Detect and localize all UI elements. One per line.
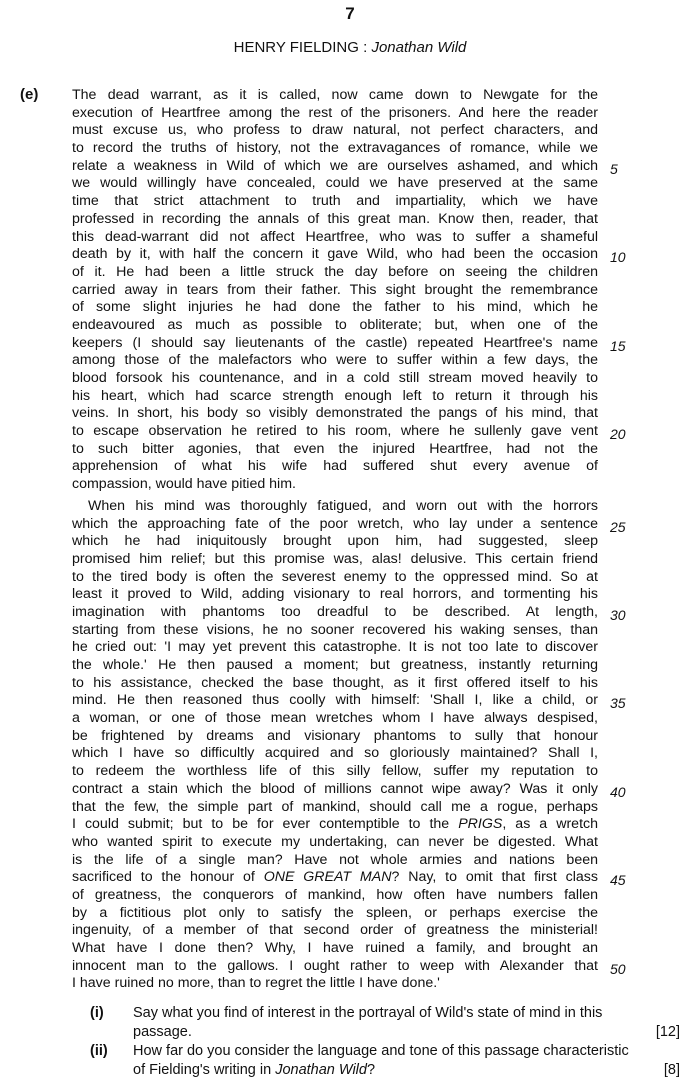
passage-line bbox=[72, 816, 598, 834]
line-text: we would willingly have concealed, could we have preserved at the same bbox=[72, 175, 598, 192]
line-text: of some slight injuries he had done the father to his mind, which he bbox=[72, 299, 598, 316]
line-text: he cried out: 'I may yet prevent this catastrophe. It is not too late to discover bbox=[72, 639, 598, 656]
passage-line bbox=[72, 622, 598, 640]
passage-line bbox=[72, 692, 626, 712]
question-i bbox=[90, 1004, 680, 1042]
line-text: execution of Heartfree among the rest of the prisoners. And here the reader bbox=[72, 104, 598, 121]
passage-line bbox=[72, 370, 598, 388]
line-text: carried away in tears from their father. This sight brought the remembrance bbox=[72, 281, 598, 298]
line-number: 10 bbox=[610, 249, 626, 266]
line-text: to such bitter agonies, that even the injured Heartfree, had not the bbox=[72, 440, 598, 457]
question-text-line: How far do you consider the language and tone of this passage characteristic bbox=[133, 1043, 629, 1059]
work-title: Jonathan Wild bbox=[371, 39, 467, 56]
line-number: 50 bbox=[610, 960, 626, 977]
passage-line bbox=[72, 586, 598, 604]
passage-line bbox=[72, 603, 626, 623]
work-title: Jonathan Wild bbox=[275, 1062, 367, 1078]
question-ii bbox=[90, 1042, 680, 1080]
line-text: When his mind was thoroughly fatigued, and worn out with the horrors bbox=[88, 497, 598, 514]
line-number: 45 bbox=[610, 872, 626, 889]
line-text: ingenuity, of a member of that second order of greatness the ministerial! bbox=[72, 922, 598, 939]
question-text: ? bbox=[366, 1062, 376, 1078]
passage-line bbox=[72, 957, 626, 977]
line-text: I could submit; but to be for ever contemptible to the bbox=[72, 816, 459, 833]
passage-line bbox=[72, 140, 598, 158]
passage-line bbox=[72, 852, 598, 870]
page-number: 7 bbox=[345, 4, 355, 23]
passage-line bbox=[72, 639, 598, 657]
line-text: to escape observation he retired to his room, where he sullenly gave vent bbox=[72, 423, 598, 440]
passage-line bbox=[72, 441, 598, 459]
question-text-line bbox=[133, 1061, 680, 1080]
line-text: keepers (I should say lieutenants of the castle) repeated Heartfree's name bbox=[72, 334, 598, 351]
passage-line bbox=[72, 569, 598, 587]
passage-line bbox=[72, 317, 598, 335]
passage-line bbox=[72, 975, 598, 993]
line-text: starting from these visions, he no sooner recovered his waking senses, than bbox=[72, 621, 598, 638]
line-text: endeavoured as much as possible to obliterate; but, when one of the bbox=[72, 316, 598, 333]
author-name: HENRY FIELDING bbox=[233, 39, 359, 56]
line-text: , as a wretch bbox=[502, 816, 598, 833]
line-text: to his assistance, checked the base thought, as it first offered itself to his bbox=[72, 674, 598, 691]
passage-line bbox=[72, 905, 598, 923]
passage-line bbox=[72, 657, 598, 675]
line-text: apprehension of what his wife had suffered shut every avenue of bbox=[72, 458, 598, 475]
passage-line bbox=[72, 887, 598, 905]
line-number: 30 bbox=[610, 606, 626, 623]
passage-line bbox=[72, 728, 598, 746]
line-text: of greatness, the conquerors of mankind, how often have numbers fallen bbox=[72, 886, 598, 903]
line-text: innocent man to the gallows. I ought rather to weep with Alexander that bbox=[72, 957, 598, 974]
passage-line bbox=[72, 515, 626, 535]
line-number: 15 bbox=[610, 337, 626, 354]
passage-text bbox=[72, 87, 626, 993]
passage-line bbox=[72, 780, 626, 800]
passage-line bbox=[72, 745, 598, 763]
line-text: relate a weakness in Wild of which we are ourselves ashamed, and which bbox=[72, 157, 598, 174]
passage-line bbox=[72, 922, 598, 940]
passage-line bbox=[72, 799, 598, 817]
line-number: 5 bbox=[610, 160, 618, 177]
line-text: among those of the malefactors who were to suffer within a few days, the bbox=[72, 352, 598, 369]
passage-line bbox=[72, 763, 598, 781]
line-text: his heart, which had scarce strength enough left to return it through his bbox=[72, 387, 598, 404]
passage-line bbox=[72, 264, 598, 282]
line-text: the whole.' He then paused a moment; but greatness, instantly returning bbox=[72, 657, 598, 673]
line-text: which the approaching fate of the poor wretch, who lay under a sentence bbox=[72, 515, 598, 532]
question-text: of Fielding's writing in bbox=[133, 1062, 276, 1078]
line-text: contract a stain which the blood of millions cannot wipe away? Was it only bbox=[72, 780, 598, 797]
passage-line bbox=[72, 498, 598, 516]
question-text-line: passage. bbox=[133, 1024, 192, 1040]
line-text: be frightened by dreams and visionary phantoms to sully that honour bbox=[72, 727, 598, 744]
passage-line bbox=[72, 122, 598, 140]
passage-line bbox=[72, 533, 598, 551]
line-text: What have I done then? Why, I have ruined a family, and brought an bbox=[72, 940, 598, 956]
passage-line bbox=[72, 334, 626, 354]
passage-line bbox=[72, 282, 598, 300]
passage-line bbox=[72, 157, 618, 177]
passage-line bbox=[72, 405, 598, 423]
line-text: sacrificed to the honour of bbox=[72, 869, 264, 886]
line-text: to redeem the worthless life of this silly fellow, suffer my reputation to bbox=[72, 763, 598, 780]
passage-line bbox=[72, 476, 598, 494]
passage-line bbox=[72, 211, 598, 229]
question-number: (i) bbox=[90, 1005, 104, 1021]
line-text: ? Nay, to omit that first class bbox=[391, 869, 598, 886]
line-text: who wanted spirit to execute my undertaking, can never be digested. What bbox=[72, 833, 598, 850]
passage-line bbox=[72, 710, 598, 728]
passage-line bbox=[72, 675, 598, 693]
line-text: of it. He had been a little struck the day before on seeing the children bbox=[72, 263, 598, 280]
line-number: 20 bbox=[610, 426, 626, 443]
line-text: death by it, with half the concern it gave Wild, who had been the occasion bbox=[72, 246, 598, 263]
question-marks: [12] bbox=[655, 1024, 680, 1040]
line-text: veins. In short, his body so visibly demonstrated the pangs of his mind, that bbox=[72, 405, 598, 422]
passage-line bbox=[72, 352, 598, 370]
line-text: I have ruined no more, than to regret the little I have done.' bbox=[72, 975, 440, 992]
line-text: least it proved to Wild, adding visionary to real horrors, and tormenting his bbox=[72, 586, 598, 603]
passage-line bbox=[72, 388, 598, 406]
passage-line bbox=[72, 105, 598, 123]
line-text: The dead warrant, as it is called, now came down to Newgate for the bbox=[72, 87, 598, 103]
question-text-line: Say what you find of interest in the portrayal of Wild's state of mind in this bbox=[133, 1005, 603, 1021]
line-text: which I have so difficultly acquired and so gloriously maintained? Shall I, bbox=[72, 745, 598, 762]
line-text: to the tired body is often the severest enemy to the oppressed mind. So at bbox=[72, 568, 598, 585]
line-text: must excuse us, who profess to draw natural, not perfect characters, and bbox=[72, 122, 598, 139]
line-text: time that strict attachment to truth and impartiality, which we have bbox=[72, 193, 598, 210]
line-number: 40 bbox=[610, 783, 626, 800]
line-text: that the few, the simple part of mankind, should call me a rogue, perhaps bbox=[72, 798, 598, 815]
line-text: promised him relief; but this promise was, alas! delusive. This certain friend bbox=[72, 550, 598, 567]
passage-line bbox=[72, 246, 626, 266]
italic-text: PRIGS bbox=[458, 816, 503, 833]
passage-line bbox=[72, 940, 598, 958]
passage-line bbox=[72, 551, 598, 569]
passage-line bbox=[72, 229, 598, 247]
line-text: compassion, would have pitied him. bbox=[72, 476, 296, 493]
passage-line bbox=[72, 834, 598, 852]
line-number: 35 bbox=[610, 695, 626, 712]
question-marks: [8] bbox=[663, 1062, 680, 1078]
line-text: mind. He then reasoned thus coolly with himself: 'Shall I, like a child, or bbox=[72, 692, 598, 709]
line-text: which he had iniquitously brought upon him, had suggested, sleep bbox=[72, 533, 598, 550]
italic-text: ONE GREAT MAN bbox=[263, 869, 392, 886]
line-text: this dead-warrant did not affect Heartfree, who was to suffer a shameful bbox=[72, 228, 598, 245]
passage-line bbox=[72, 299, 598, 317]
line-text: by a fictitious plot only to satisfy the spleen, or perhaps exercise the bbox=[72, 904, 598, 921]
line-text: a woman, or one of those mean wretches whom I have always despised, bbox=[72, 710, 598, 727]
line-text: to record the truths of history, not the extravagances of romance, while we bbox=[72, 140, 598, 157]
title-separator: : bbox=[358, 39, 372, 56]
question-number: (ii) bbox=[90, 1043, 108, 1059]
line-text: blood forsook his countenance, and in a cold still stream moved heavily to bbox=[72, 370, 598, 386]
line-text: professed in recording the annals of this great man. Know then, reader, that bbox=[72, 210, 598, 227]
passage-line bbox=[72, 423, 626, 443]
passage-line bbox=[72, 193, 598, 211]
line-text: imagination with phantoms too dreadful to be described. At length, bbox=[72, 603, 598, 620]
line-number: 25 bbox=[610, 518, 626, 535]
question-label: (e) bbox=[20, 86, 39, 103]
passage-line bbox=[72, 87, 598, 105]
line-text: is the life of a single man? Have not whole armies and nations been bbox=[72, 851, 598, 868]
passage-line bbox=[72, 458, 598, 476]
passage-line bbox=[72, 175, 598, 193]
passage-line bbox=[72, 869, 626, 889]
section-title bbox=[0, 39, 700, 56]
